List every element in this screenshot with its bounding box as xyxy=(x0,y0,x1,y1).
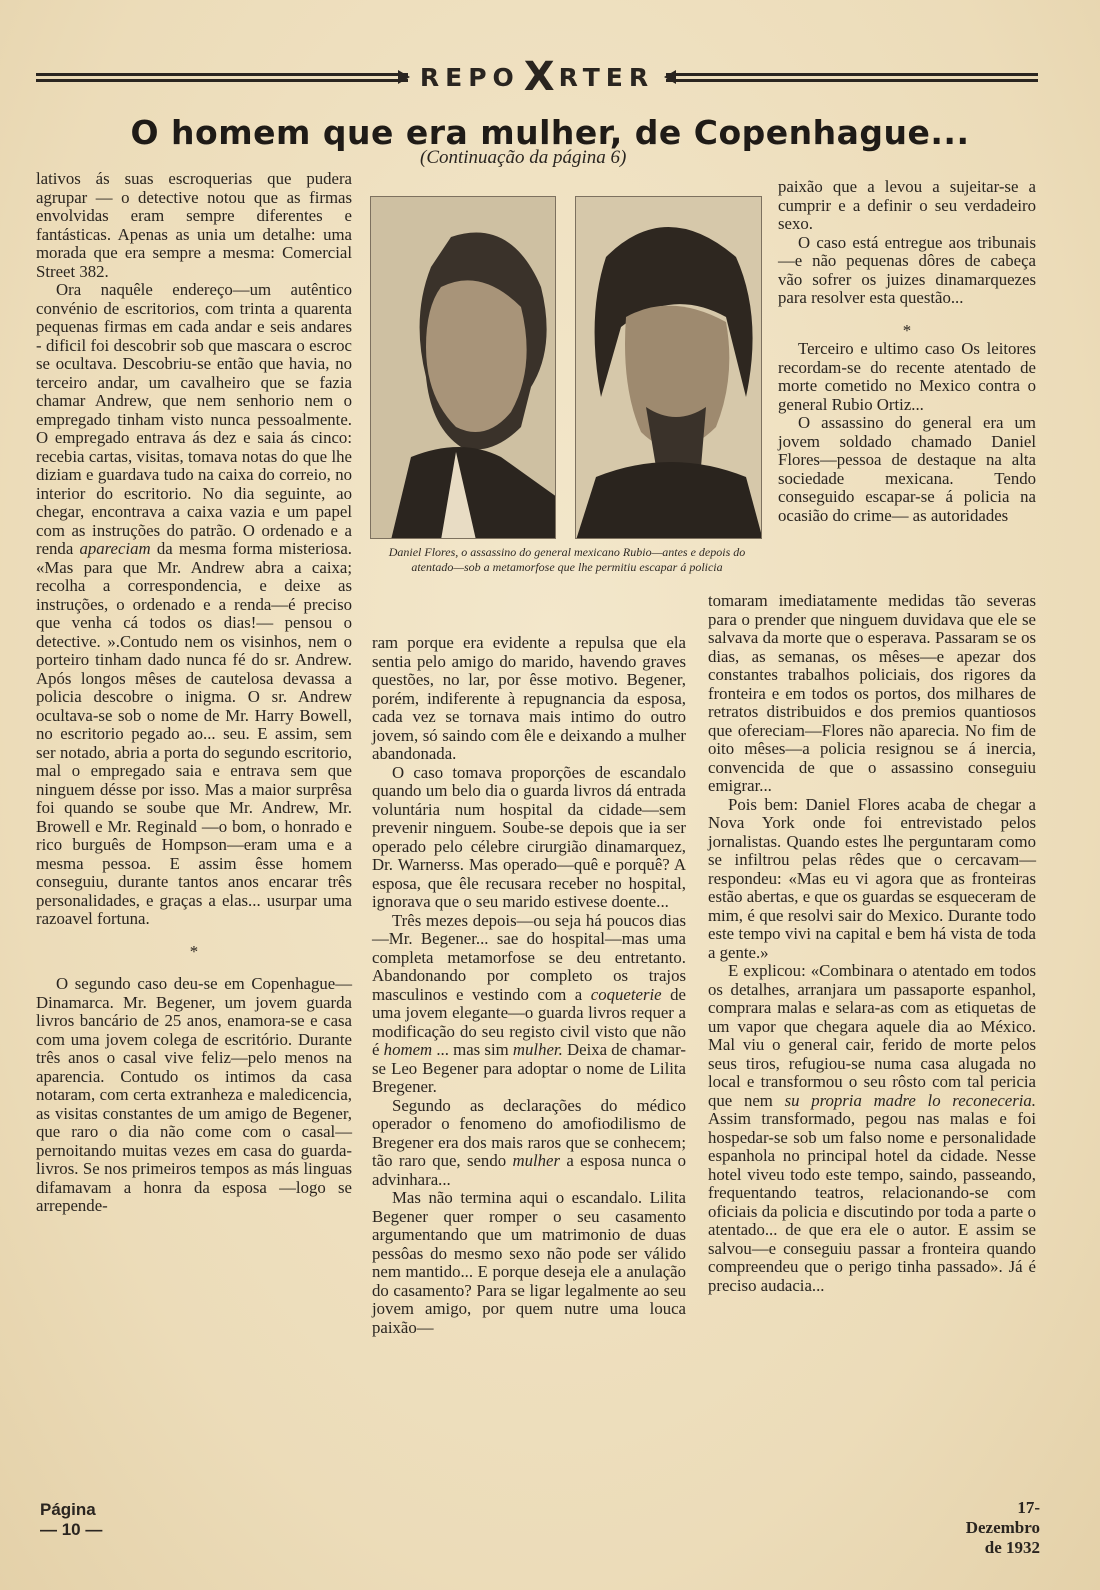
col3-paragraph-2: O caso está entregue aos tribunais —e não pequenas dôres de cabeça vão sofrer os juizes dinamarquezes para resolver esta questão... xyxy=(778,232,1036,307)
col2-paragraph-5: Mas não termina aqui o escandalo. Lilita Begener quer romper o seu casamento argumentando que um matrimonio de duas pessôas do mesmo sexo não pode ser válido nem mantido... E porque deseja ele a anulação do casamento? Para se ligar legalmente ao seu jovem amigo, por quem nutre uma louca paixão— xyxy=(372,1188,686,1337)
col3-paragraph-4: O assassino do general era um jovem soldado chamado Daniel Flores—pessoa de destaque na alta sociedade mexicana. Tendo conseguido escapar-se á policia na ocasião do crime— as autoridades xyxy=(778,413,1036,525)
col1-paragraph-3: O segundo caso deu-se em Copenhague—Dinamarca. Mr. Begener, um jovem guarda livros bancário de 25 anos, enamora-se e casa com uma jovem colega de escritório. Durante três anos o casal vive feliz—pelo menos na aparencia. Contudo os intimos da casa notaram, com certa extranheza e maledicencia, as visitas constantes de um amigo de Begener, que raro o dia não come com o casal—pernoitando muitas vezes em casa do guarda-livros. Se nos primeiros tempos as más linguas difamavam a honra da esposa —logo se arrepende- xyxy=(36,974,352,1215)
article-headline: O homem que era mulher, de Copenhague... xyxy=(130,113,970,152)
col4-paragraph-1: tomaram imediatamente medidas tão severas para o prender que ninguem duvidava que ele se salvava da morte que o esperava. Passaram se os dias, as semanas, os mêses—e apezar dos constantes trabalhos policiais, dos rigores da fronteira e em todos os portos, dos milhares de retratos distribuidos e dos premios quantiosos que ofereciam—Flores não aparecia. No fim de oito mêses—a policia resignou se á inercia, convencida de que o assassino conseguiu emigrar... xyxy=(708,591,1036,795)
page-label: Página xyxy=(40,1500,96,1519)
issue-date: 17- Dezembro de 1932 xyxy=(965,1498,1040,1557)
portrait-before-image xyxy=(371,197,556,539)
page-number: — 10 — xyxy=(40,1520,103,1539)
column-4 xyxy=(708,592,1036,1295)
col3-paragraph-3: Terceiro e ultimo caso Os leitores recordam-se do recente atentado de morte cometido no Mexico contra o general Rubio Ortiz... xyxy=(778,339,1036,414)
masthead-right: RTER xyxy=(558,62,655,92)
section-star: * xyxy=(189,941,199,961)
col1-paragraph-1: lativos ás suas escroquerias que pudera agrupar — o detective notou que as firmas envolvidas eram sempre diferentes e fantásticas. Apenas as unia um detalhe: uma morada que era sempre a mesma: Comercial Street 382. xyxy=(36,169,352,281)
col2-paragraph-2: O caso tomava proporções de escandalo quando um belo dia o guarda livros dá entrada voluntária num hospital da cidade—sem prevenir ninguem. Soube-se depois que ia ser operado pelo célebre cirurgião dinamarquez, Dr. Warnerss. Mas operado—quê e porquê? A esposa, que êle recusara receber no hospital, ignorava que o seu marido estivese doente... xyxy=(372,762,686,911)
masthead-x: X xyxy=(523,54,555,100)
col3-paragraph-1: paixão que a levou a sujeitar-se a cumprir e a definir o seu verdadeiro sexo. xyxy=(778,177,1036,233)
col2-paragraph-4: Segundo as declarações do médico operador o fenomeno do amofiodilismo de Bregener era dos mais raros que se conhecem; tão raro que, sendo mulher a esposa nunca o advinhara... xyxy=(372,1095,686,1189)
col1-paragraph-2: Ora naquêle endereço—um autêntico convénio de escritorios, com trinta a quarenta pequenas firmas em cada andar e seis andares - dificil foi descobrir sob que mascara o escroc se ocultava. Descobriu-se então que havia, no terceiro andar, um cavalheiro que se fazia chamar Andrew, que nem senhorio nem o empregado tinham visto nunca pessoalmente. O empregado entrava ás dez e saia ás cinco: recebia cartas, visitas, tomava notas do que lhe diziam e guardava tudo na caixa do correio, no interior do escritorio. No dia seguinte, ao chegar, encontrava a caixa vazia e um papel com as instruções do patrão. O ordenado e a renda apareciam da mesma forma misteriosa. «Mas para que Mr. Andrew abra a caixa; recolha a correspondencia, e deixe as instruções, o ordenado e a renda—é preciso que venha cá todos os dias!— pensou o detective. ».Contudo nem os visinhos, nem o porteiro tinham dado nunca fé do sr. Andrew. Após longos mêses de cautelosa devassa a policia descobre o inigma. O sr. Andrew ocultava-se sob o nome de Mr. Harry Bowell, no escritorio pegado ao... seu. E assim, sem ser notado, abria a porta do segundo escritorio, mal o empregado saia e entrava sem que ninguem désse por isso. Mas a maior surprêsa foi quando se soube que Mr. Andrew, Mr. Browell e Mr. Reginald —o bom, o honrado e rico burguês de Hompson—eram uma e a mesma pessoa. E assim êsse homem conseguiu, durante tantos anos encarar três personalidades, e graças a elas... usurpar uma razoavel fortuna. xyxy=(36,280,352,928)
column-2 xyxy=(372,634,686,1337)
portrait-after-image xyxy=(576,197,762,539)
col2-paragraph-3: Três mezes depois—ou seja há poucos dias—Mr. Begener... sae do hospital—mas uma completa metamorfose se deu entretanto. Abandonando por completo os trajos masculinos e vestindo com a coqueterie de uma jovem elegante—o guarda livros requer a modificação do seu registo civil visto que não é homem ... mas sim mulher. Deixa de chamar-se Leo Begener para adoptar o nome de Lilita Bregener. xyxy=(372,910,686,1096)
photo-caption: Daniel Flores, o assassino do general mexicano Rubio—antes e depois do atentado—sob a metamorfose que lhe permitiu escapar á policia xyxy=(388,545,746,574)
photo-after xyxy=(575,196,762,539)
masthead-title xyxy=(408,54,666,100)
photo-before xyxy=(370,196,556,539)
page-number-block xyxy=(40,1500,102,1540)
masthead xyxy=(36,54,1038,100)
column-1 xyxy=(36,170,352,1216)
masthead-rule-left xyxy=(36,73,408,82)
section-star-2: * xyxy=(902,320,912,340)
masthead-rule-right xyxy=(666,73,1038,82)
continuation-note: (Continuação da página 6) xyxy=(420,147,627,168)
col4-paragraph-3: E explicou: «Combinara o atentado em todos os detalhes, arranjara um passaporte espanhol, comprara malas e selara-as com as etiquetas de um vapor que chegara aquele dia ao México. Mal viu o general cair, ferido de morte pelos seus tiros, refugiou-se numa casa alugada no local e transformou o seu rôsto com tal pericia que nem su propria madre lo reconeceria. Assim transformado, pegou nas malas e foi hospedar-se sob um falso nome e personalidade espanhola no principal hotel da cidade. Nesse hotel viveu todo este tempo, saindo, passeando, frequentando teatros, relacionando-se com oficiais da policia e discutindo por toda a parte o atentado... de que era ele o autor. E assim se salvou—e conseguiu passar a fronteira quando compreendeu que o perigo tinha passado». Já é preciso audacia... xyxy=(708,961,1036,1295)
masthead-left: REPO xyxy=(419,62,520,92)
col4-paragraph-2: Pois bem: Daniel Flores acaba de chegar a Nova York onde foi entrevistado pelos jornalistas. Quando estes lhe perguntaram como se infiltrou pelas rêdes que o cercavam— respondeu: «Mas eu vi agora que as fronteiras estão abertas, e que os guardas se esqueceram de mim, é que resolvi sair do Mexico. Durante todo este tempo vivi na capital e bem há vista de toda a gente.» xyxy=(708,794,1036,962)
column-3 xyxy=(778,178,1036,525)
col2-paragraph-1: ram porque era evidente a repulsa que ela sentia pelo amigo do marido, havendo graves questões, no lar, por êsse motivo. Begener, porém, indiferente à repugnancia da esposa, cada vez se tornava mais intimo do outro jovem, só saindo com êle e deixando a mulher abandonada. xyxy=(372,633,686,763)
